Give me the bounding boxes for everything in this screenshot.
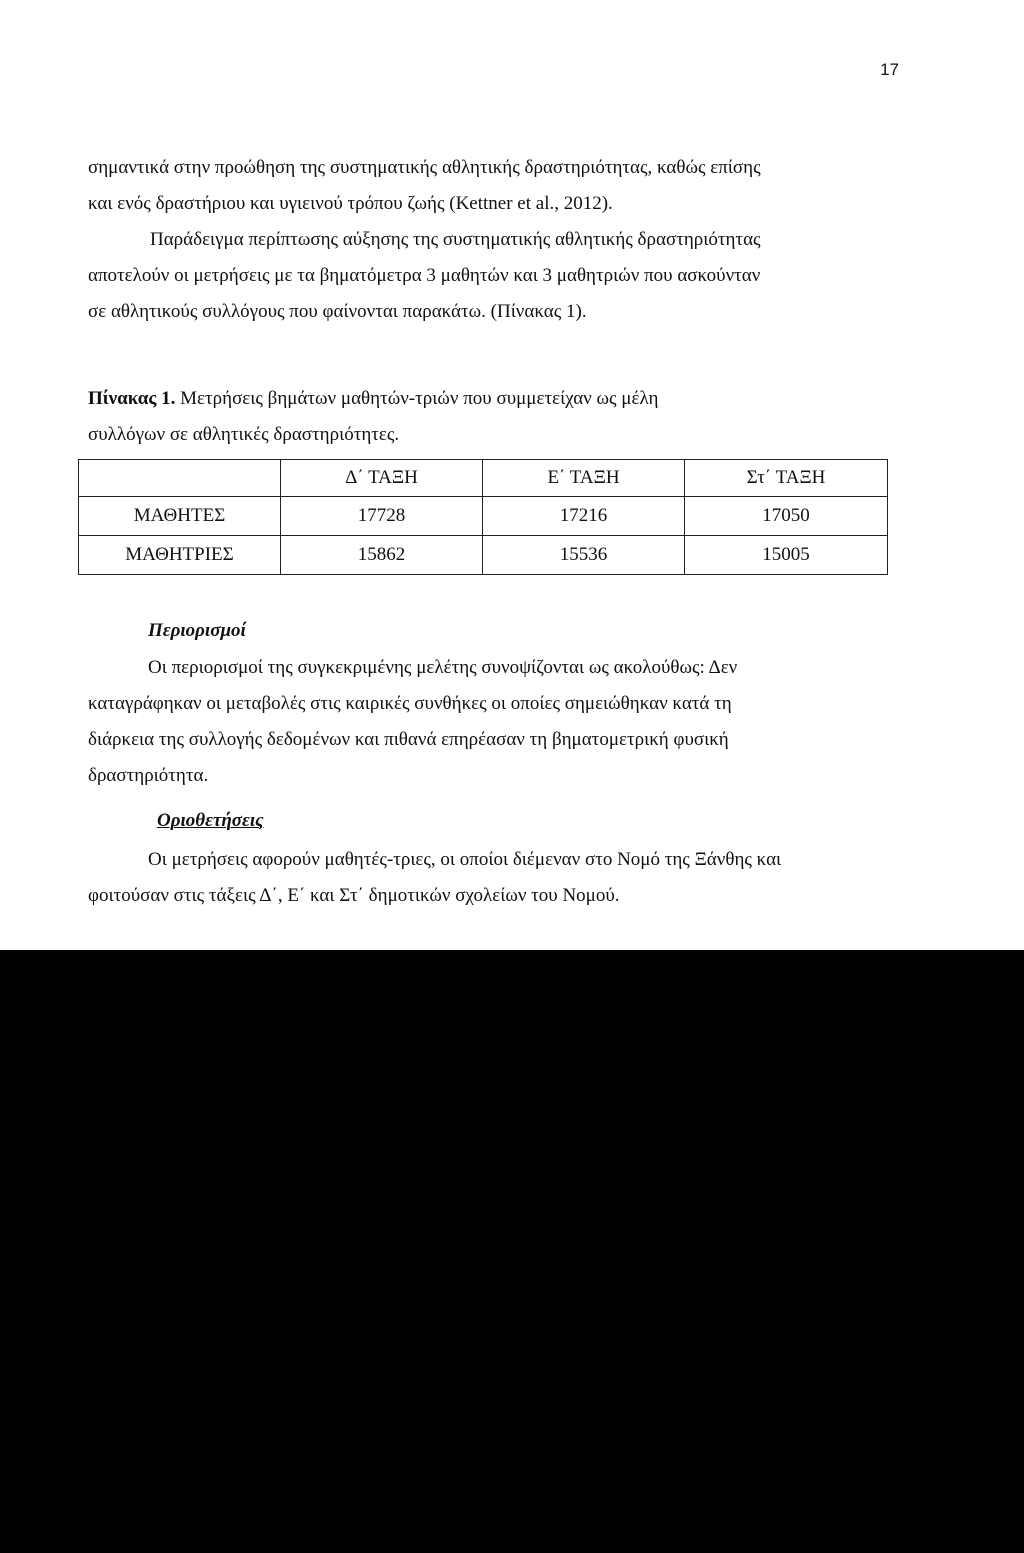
- delimitations-line-1-wrap: [88, 842, 898, 878]
- caption-text-2: συλλόγων σε αθλητικές δραστηριότητες.: [88, 424, 400, 445]
- table-row-label: ΜΑΘΗΤΡΙΕΣ: [79, 536, 281, 575]
- intro-line-2: και ενός δραστήριου και υγιεινού τρόπου ζωής (Kettner et al., 2012).: [88, 193, 613, 214]
- delimitations-line-2: φοιτούσαν στις τάξεις Δ΄, Ε΄ και Στ΄ δημοτικών σχολείων του Νομού.: [88, 885, 620, 906]
- page-number: 17: [880, 60, 899, 79]
- limitations-line-1: Οι περιορισμοί της συγκεκριμένης μελέτης συνοψίζονται ως ακολούθως: Δεν: [148, 657, 738, 678]
- table-cell: 17050: [685, 497, 888, 536]
- steps-table: [78, 459, 888, 575]
- table-row: [79, 536, 888, 575]
- limitations-line-4: δραστηριότητα.: [88, 765, 209, 786]
- delimitations-heading: Οριοθετήσεις: [157, 810, 264, 831]
- caption-line-1: [88, 381, 898, 417]
- intro-line-4: αποτελούν οι μετρήσεις με τα βηματόμετρα 3 μαθητών και 3 μαθητριών που ασκούνταν: [88, 265, 761, 286]
- table-cell: 17728: [281, 497, 483, 536]
- limitations-paragraph: [88, 650, 898, 794]
- limitations-line-1-wrap: [88, 650, 898, 686]
- intro-line-3-wrap: [88, 222, 898, 258]
- intro-line-1: σημαντικά στην προώθηση της συστηματικής αθλητικής δραστηριότητας, καθώς επίσης: [88, 157, 761, 178]
- limitations-line-3: διάρκεια της συλλογής δεδομένων και πιθανά επηρέασαν τη βηματομετρική φυσική: [88, 729, 729, 750]
- delimitations-line-1: Οι μετρήσεις αφορούν μαθητές-τριες, οι οποίοι διέμεναν στο Νομό της Ξάνθης και: [148, 849, 782, 870]
- table-header-cell: Ε΄ ΤΑΞΗ: [483, 460, 685, 497]
- table-header-cell: Δ΄ ΤΑΞΗ: [281, 460, 483, 497]
- table-header-cell: [79, 460, 281, 497]
- limitations-line-2: καταγράφηκαν οι μεταβολές στις καιρικές συνθήκες οι οποίες σημειώθηκαν κατά τη: [88, 693, 732, 714]
- limitations-heading: Περιορισμοί: [148, 620, 246, 641]
- table-cell: 15536: [483, 536, 685, 575]
- intro-line-3: Παράδειγμα περίπτωσης αύξησης της συστηματικής αθλητικής δραστηριότητας: [150, 229, 761, 250]
- table-cell: 15862: [281, 536, 483, 575]
- table-header-cell: Στ΄ ΤΑΞΗ: [685, 460, 888, 497]
- caption-label: Πίνακας 1.: [88, 388, 176, 409]
- table-row: [79, 497, 888, 536]
- table-header-row: [79, 460, 888, 497]
- table-caption: [88, 381, 898, 453]
- intro-line-5: σε αθλητικούς συλλόγους που φαίνονται παρακάτω. (Πίνακας 1).: [88, 301, 587, 322]
- intro-paragraph: [88, 150, 898, 330]
- table-cell: 15005: [685, 536, 888, 575]
- table-cell: 17216: [483, 497, 685, 536]
- caption-text-1: Μετρήσεις βημάτων μαθητών-τριών που συμμετείχαν ως μέλη: [175, 388, 659, 409]
- table-row-label: ΜΑΘΗΤΕΣ: [79, 497, 281, 536]
- delimitations-paragraph: [88, 842, 898, 914]
